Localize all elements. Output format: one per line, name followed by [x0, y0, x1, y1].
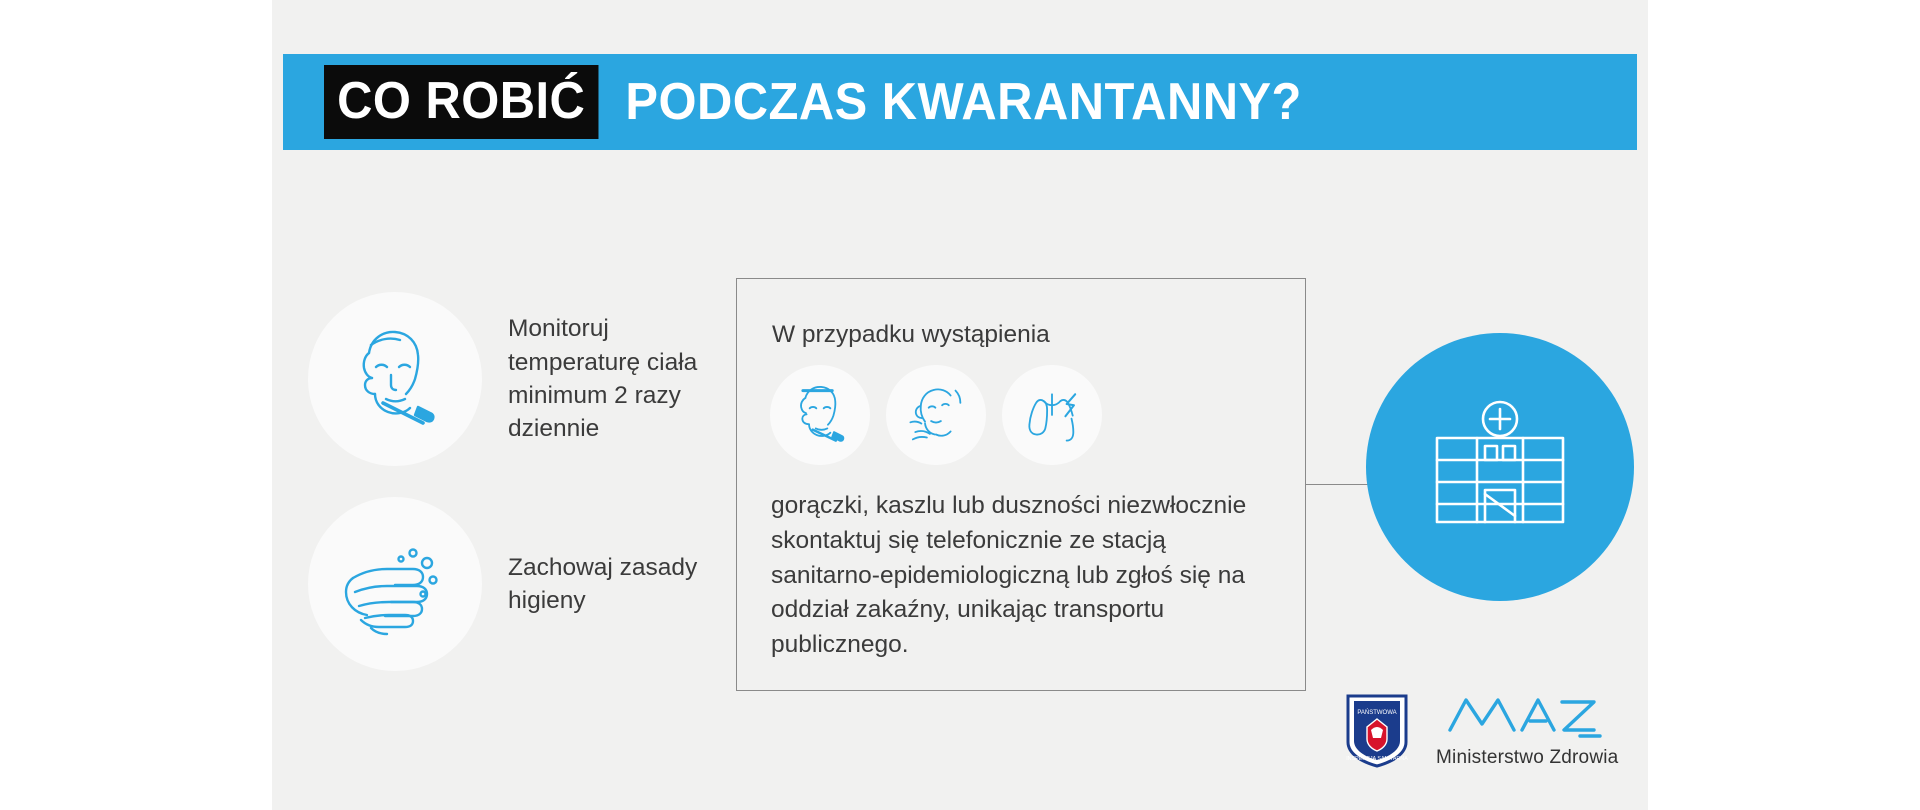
box-to-hospital-connector — [1306, 484, 1370, 485]
mz-monogram-icon — [1444, 690, 1610, 744]
header-banner — [283, 54, 1637, 150]
header-title-highlight: CO ROBIĆ — [324, 65, 598, 139]
ministry-caption: Ministerstwo Zdrowia — [1436, 747, 1619, 768]
footer-logos — [1340, 690, 1618, 769]
symptoms-lead-text: W przypadku wystąpienia — [772, 321, 1050, 348]
header-title — [324, 65, 1346, 139]
handwashing-icon — [308, 497, 482, 671]
lungs-icon — [1002, 365, 1102, 465]
header-title-rest: PODCZAS KWARANTANNY? — [625, 73, 1302, 131]
tip-hygiene-label: Zachowaj zasady higieny — [508, 553, 698, 614]
ministry-logo — [1436, 690, 1618, 769]
gis-bottom-text: INSPEKCJA SANITARNA — [1346, 755, 1408, 762]
symptom-icon-row — [770, 365, 1102, 465]
symptoms-body-text: gorączki, kaszlu lub duszności niezwłocznie skontaktuj się telefonicznie ze stacją sanitarno-epidemiologiczną lub zgłoś się na oddział zakaźny, unikając transportu publicznego. — [771, 492, 1247, 659]
tip-monitor-temperature — [308, 292, 743, 466]
tip-hygiene — [308, 497, 743, 671]
thermometer-face-icon — [308, 292, 482, 466]
symptoms-instruction-box — [736, 278, 1306, 691]
fever-face-icon — [770, 365, 870, 465]
gis-emblem-icon — [1340, 692, 1414, 768]
tip-monitor-temperature-label: Monitoruj temperaturę ciała minimum 2 razy dziennie — [508, 315, 698, 443]
gis-top-text: PAŃSTWOWA — [1357, 709, 1397, 716]
hospital-building-icon — [1366, 333, 1634, 601]
coughing-face-icon — [886, 365, 986, 465]
